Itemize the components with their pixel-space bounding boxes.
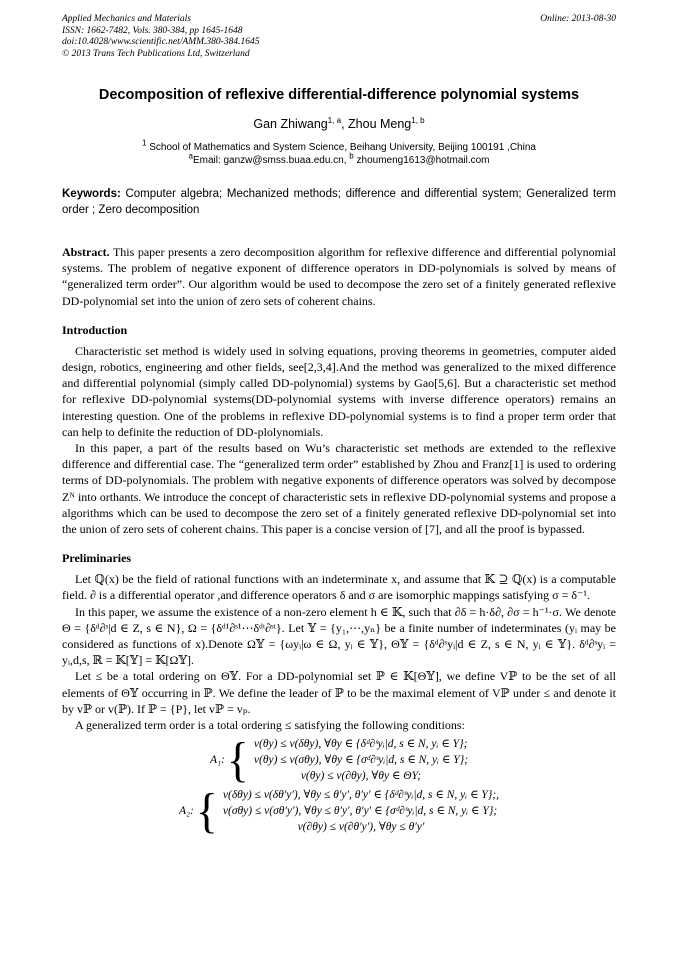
authors-line <box>62 116 616 132</box>
author-2-name: Zhou Meng <box>348 117 412 131</box>
introduction-paragraph-1: Characteristic set method is widely used in solving equations, proving theorems in geometries, computer aided design, robotics, engineering and other fields, see[2,3,4].And the method was generalized to the mixed difference and differential polynomial (simply called DD-polynomial) systems by Gao[5,6]. But a characteristic set method for reflexive DD-polynomial systems(DD-polynomial systems with inverse difference operators) remains an interesting question. One of the problems in reflexive DD-polynomial systems is to find a proper term order that can help to definite the reduction of DD-plolynomials. <box>62 343 616 439</box>
abstract-paragraph <box>62 244 616 309</box>
preliminaries-paragraph-4: A generalized term order is a total ordering ≤ satisfying the following conditions: <box>75 718 465 733</box>
equation-a2-lines <box>223 787 499 835</box>
author-1-name: Gan Zhiwang <box>253 117 328 131</box>
issn-line: ISSN: 1662-7482, Vols. 380-384, pp 1645-1648 <box>62 25 243 36</box>
email-b-mark: b <box>349 151 354 161</box>
keywords-paragraph <box>62 187 616 218</box>
equation-a2-line-3: v(∂θy) ≤ v(∂θ′y′), ∀θy ≤ θ′y′ <box>297 821 425 834</box>
equation-a1 <box>62 732 616 787</box>
affiliation-line <box>62 138 616 154</box>
author-1-affiliation-mark: 1, a <box>327 115 342 125</box>
abstract-text: This paper presents a zero decomposition algorithm for reflexive difference and differential polynomial systems. The problem of negative exponent of difference operators in DD-polynomials is solved by means of “generalized term order”. Our algorithm would be used to decompose the zero set of a finitely generated reflexive DD-polynomial set into the union of zero sets of coherent chains. <box>62 245 616 308</box>
left-brace-icon: { <box>226 732 249 787</box>
abstract-label: Abstract. <box>62 245 110 259</box>
copyright-line: © 2013 Trans Tech Publications Ltd, Switzerland <box>62 48 250 59</box>
section-heading-introduction: Introduction <box>62 322 128 337</box>
authors-separator: , <box>341 117 349 131</box>
keywords-text: Computer algebra; Mechanized methods; difference and differential system; Generalized term order ; Zero decomposition <box>62 188 616 216</box>
online-date: Online: 2013-08-30 <box>540 14 616 24</box>
left-brace-icon: { <box>195 783 218 838</box>
equation-a1-line-1: v(θy) ≤ v(δθy), ∀θy ∈ {δᵈ∂ˢyᵢ|d, s ∈ N, yᵢ ∈ Y}; <box>253 738 468 751</box>
email-a-text: Email: ganzw@smss.buaa.edu.cn, <box>192 155 350 166</box>
section-heading-preliminaries: Preliminaries <box>62 551 132 566</box>
equation-a1-line-3: v(θy) ≤ v(∂θy), ∀θy ∈ ΘY; <box>300 770 422 783</box>
preliminaries-paragraph-3: Let ≤ be a total ordering on Θ𝕐. For a DD-polynomial set ℙ ∈ 𝕂[Θ𝕐], we define Vℙ to be the set of all elements of Θ𝕐 occurring in ℙ. We define the leader of ℙ to be the maximal element of Vℙ under ≤ and denote it by vℙ or v(ℙ). If ℙ = {P}, let vℙ = vₚ. <box>62 669 616 716</box>
email-line <box>62 151 616 167</box>
equation-a1-line-2: v(θy) ≤ v(σθy), ∀θy ∈ {σᵈ∂ˢyᵢ|d, s ∈ N, yᵢ ∈ Y}; <box>253 754 469 767</box>
paper-title: Decomposition of reflexive differential-difference polynomial systems <box>98 87 580 103</box>
email-b-text: zhoumeng1613@hotmail.com <box>353 155 490 166</box>
equation-a2-label: A₂: <box>178 805 194 818</box>
page-header <box>62 14 616 60</box>
equation-a2-line-1: v(δθy) ≤ v(δθ′y′), ∀θy ≤ θ′y′, θ′y′ ∈ {δᵈ∂ˢyᵢ|d, s ∈ N, yᵢ ∈ Y};, <box>222 789 500 802</box>
equation-a2 <box>62 783 616 838</box>
doi-line: doi:10.4028/www.scientific.net/AMM.380-384.1645 <box>62 37 260 47</box>
introduction-paragraph-2: In this paper, a part of the results based on Wu’s characteristic set methods are extended to the reflexive difference and differential case. The “generalized term order” established by Zhou and Franz[1] is used to ordering terms of DD-polynomials. The problem with negative exponents of difference operators was solved by decompose Zᴺ into orthants. We introduce the concept of characteristic sets in reflexive DD-polynomial systems and propose a algorithms which can be used to decompose the zero set of a finitely generated reflexive DD-polynomial set into the union of zero sets of coherent chains. This paper is a concise version of [7], and all the proof is bypassed. <box>62 441 616 537</box>
email-a-mark: a <box>188 151 193 161</box>
preliminaries-paragraph-2: In this paper, we assume the existence of a non-zero element h ∈ 𝕂, such that ∂δ = h·δ∂, ∂σ = h⁻¹·σ. We denote Θ = {δᵈ∂ˢ|d ∈ Z, s ∈ N}, Ω = {δᵈ¹∂ˢ¹⋯δᵈᵗ∂ˢᵗ}. Let 𝕐 = {y₁,⋯,yₙ} be a finite number of indeterminates (yᵢ may be considered as functions of x).Denote Ω𝕐 = {ωyᵢ|ω ∈ Ω, yᵢ ∈ 𝕐}, Θ𝕐 = {δᵈ∂ˢyᵢ|d ∈ Z, s ∈ N, yᵢ ∈ 𝕐}. δᵈ∂ˢyᵢ = yᵢ,d,s, ℝ = 𝕂[𝕐] = 𝕂[Ω𝕐]. <box>62 604 616 668</box>
equation-a1-lines <box>254 736 468 784</box>
equation-a1-label: A₁: <box>209 754 225 767</box>
equation-a2-line-2: v(σθy) ≤ v(σθ′y′), ∀θy ≤ θ′y′, θ′y′ ∈ {σᵈ∂ˢyᵢ|d, s ∈ N, yᵢ ∈ Y}; <box>222 805 498 818</box>
affiliation-text: School of Mathematics and System Science, Beihang University, Beijing 100191 ,China <box>146 142 536 153</box>
preliminaries-paragraph-1: Let ℚ(x) be the field of rational functions with an indeterminate x, and assume that 𝕂 ⊇ ℚ(x) is a computable field. ∂ is a differential operator ,and difference operators δ and σ are isomorphic mappings satisfying σ = δ⁻¹. <box>62 572 616 603</box>
keywords-label: Keywords: <box>62 188 121 200</box>
author-2-affiliation-mark: 1, b <box>411 115 425 125</box>
affiliation-number: 1 <box>142 138 147 148</box>
journal-info-block <box>62 14 259 60</box>
journal-name: Applied Mechanics and Materials <box>62 14 192 24</box>
